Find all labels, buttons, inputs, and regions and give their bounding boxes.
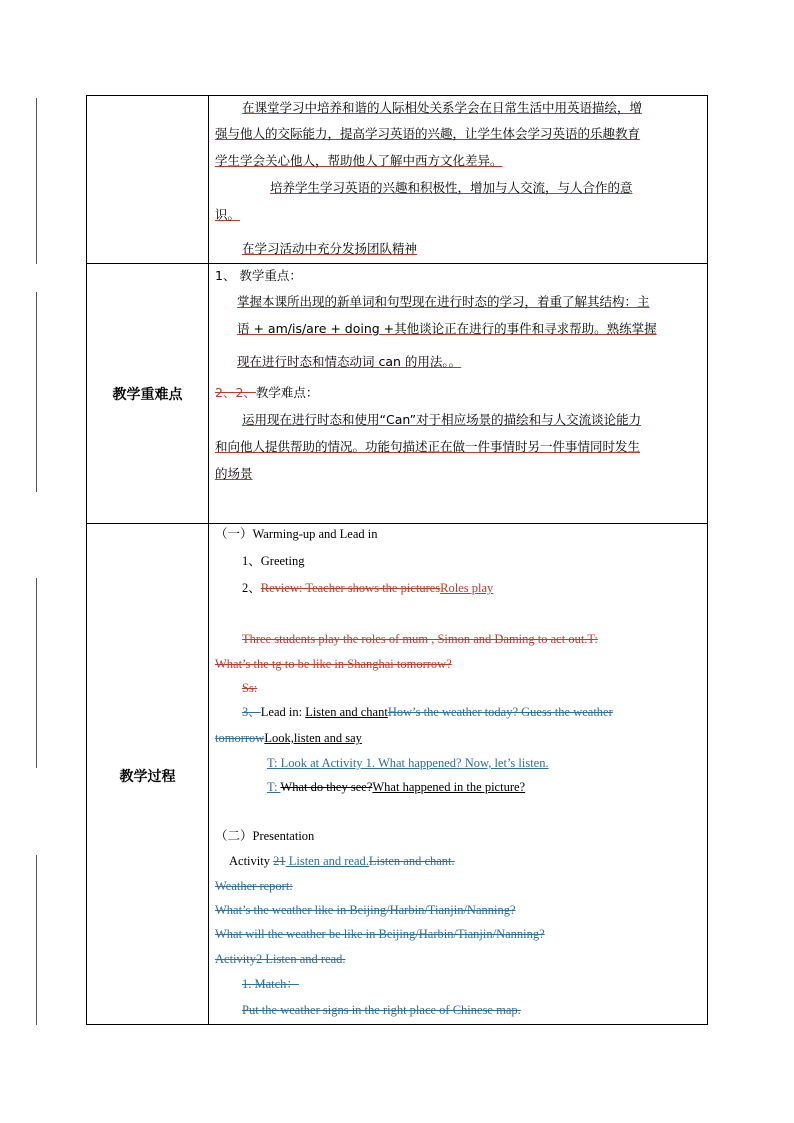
teacher-line: T: Look at Activity 1. What happened? Now, let’s listen. [267,756,549,770]
key-points-heading: 1、 教学重点： [215,268,302,283]
lesson-plan-table [86,95,708,1025]
key-points-text: 语 + am/is/are + doing +其他谈论正在进行的事件和寻求帮助。熟练掌握 [237,321,657,336]
teacher-question: T: What do they see?What happened in the picture? [267,780,526,794]
deleted-text: What will the weather be like in Beijing/Harbin/Tianjin/Nanning? [215,927,545,941]
deleted-text: Ss: [242,681,258,695]
deleted-text: What’s the weather like in Beijing/Harbin/Tianjin/Nanning? [215,903,516,917]
row-divider [87,523,707,524]
step-greeting: 1、Greeting [242,554,305,568]
revision-bar [36,578,37,768]
difficult-points-heading: 2、2、教学难点： [215,385,319,400]
section-warming-up: （一）Warming-up and Lead in [215,527,378,541]
goal-text: 培养学生学习英语的兴趣和积极性，增加与人交流，与人合作的意 [270,180,633,195]
goal-text: 学生学会关心他人，帮助他人了解中西方文化差异。 [215,153,503,168]
deleted-text: 1. Match： [242,977,299,991]
deleted-text: Weather report: [215,879,293,893]
step-lead-in: 3、Lead in: Listen and chantHow’s the weather today? Guess the weather [242,705,613,719]
revision-bar [36,855,37,1025]
revision-bar [36,98,37,264]
key-points-text: 掌握本课所出现的新单词和句型现在进行时态的学习，着重了解其结构：主 [237,294,650,309]
revision-bar [36,292,37,492]
difficult-points-text: 的场景 [215,466,253,481]
goal-text: 在课堂学习中培养和谐的人际相处关系学会在日常生活中用英语描绘，增 [242,100,643,115]
column-divider [208,96,209,1024]
activity-line: Activity 21 Listen and read.Listen and chant. [229,854,455,868]
deleted-text: What’s the tg to be like in Shanghai tomorrow? [215,657,452,671]
row-label-teaching-process: 教学过程 [119,769,176,785]
difficult-points-text: 运用现在进行时态和使用“Can”对于相应场景的描绘和与人交流谈论能力 [242,412,642,427]
deleted-text: Activity2 Listen and read. [215,952,346,966]
step-lead-in-cont: tomorrowLook,listen and say [215,731,362,745]
goal-text: 在学习活动中充分发扬团队精神 [242,241,418,256]
deleted-text: Three students play the roles of mum , Simon and Daming to act out.T: [242,632,598,646]
goal-text: 识。 [215,207,241,222]
step-review: 2、Review: Teacher shows the picturesRoles play [242,581,494,595]
deleted-text: Put the weather signs in the right place of Chinese map. [242,1003,521,1017]
key-points-text: 现在进行时态和情态动词 can 的用法。。 [237,354,462,369]
goal-text: 强与他人的交际能力，提高学习英语的兴趣，让学生体会学习英语的乐趣教育 [215,126,641,141]
row-divider [87,263,707,264]
difficult-points-text: 和向他人提供帮助的情况。功能句描述正在做一件事情时另一件事情同时发生 [215,439,641,454]
section-presentation: （二）Presentation [215,829,315,843]
row-label-key-points: 教学重难点 [112,387,183,403]
